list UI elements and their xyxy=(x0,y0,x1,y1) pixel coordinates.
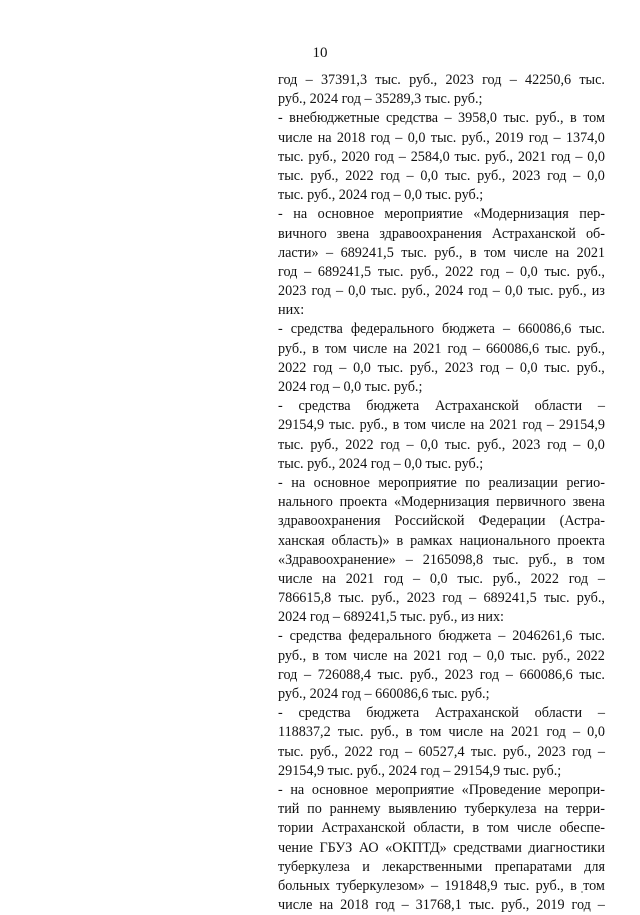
text-line: руб., 2024 год – 660086,6 тыс. руб.; xyxy=(278,686,490,702)
text-line: 786615,8 тыс. руб., 2023 год – 689241,5 тыс. руб., xyxy=(278,590,605,607)
text-line: тыс. руб., 2024 год – 0,0 тыс. руб.; xyxy=(278,187,484,204)
text-line: «Здравоохранение» – 2165098,8 тыс. руб., в том xyxy=(278,551,605,568)
text-line: - средства бюджета Астраханской области – xyxy=(278,705,605,722)
text-line: ханская область)» в рамках национального проекта xyxy=(278,532,605,549)
text-line: тыс. руб., 2024 год – 0,0 тыс. руб.; xyxy=(278,455,484,472)
text-line: 2023 год – 0,0 тыс. руб., 2024 год – 0,0 тыс. руб., из xyxy=(278,283,605,300)
text-line: год – 726088,4 тыс. руб., 2023 год – 660086,6 тыс. xyxy=(278,666,605,683)
text-line: 2024 год – 0,0 тыс. руб.; xyxy=(278,379,423,395)
text-line: руб., в том числе на 2021 год – 660086,6 тыс. руб., xyxy=(278,340,605,357)
text-line: тыс. руб., 2022 год – 0,0 тыс. руб., 2023 год – 0,0 xyxy=(278,167,605,184)
text-line: тыс. руб., 2020 год – 2584,0 тыс. руб., 2021 год – 0,0 xyxy=(278,148,605,165)
text-line: - средства федерального бюджета – 660086,6 тыс. xyxy=(278,321,605,338)
text-line: - внебюджетные средства – 3958,0 тыс. руб., в том xyxy=(278,110,605,127)
text-line: числе на 2021 год – 0,0 тыс. руб., 2022 год – xyxy=(278,570,605,587)
text-line: - на основное мероприятие «Модернизация пер- xyxy=(278,206,605,223)
text-line: 118837,2 тыс. руб., в том числе на 2021 год – 0,0 xyxy=(278,724,605,741)
text-line: вичного звена здравоохранения Астраханской об- xyxy=(278,225,605,242)
text-line: - средства федерального бюджета – 2046261,6 тыс. xyxy=(278,628,605,645)
text-line: год – 37391,3 тыс. руб., 2023 год – 42250,6 тыс. xyxy=(278,72,605,88)
text-line: - на основное мероприятие по реализации регио- xyxy=(278,474,605,491)
text-line: - средства бюджета Астраханской области – xyxy=(278,398,605,415)
page-number: 10 xyxy=(312,45,328,61)
text-line: чение ГБУЗ АО «ОКПТД» средствами диагностики xyxy=(278,839,605,856)
text-line: 29154,9 тыс. руб., в том числе на 2021 год – 29154,9 xyxy=(278,417,605,434)
text-line: них: xyxy=(278,302,305,319)
text-line: тыс. руб., 2022 год – 60527,4 тыс. руб., 2023 год – xyxy=(278,743,605,760)
text-line: числе на 2018 год – 0,0 тыс. руб., 2019 год – 1374,0 xyxy=(278,129,605,146)
text-line: 2022 год – 0,0 тыс. руб., 2023 год – 0,0 тыс. руб., xyxy=(278,359,605,376)
document-body xyxy=(278,71,605,915)
text-line: нального проекта «Модернизация первичного звена xyxy=(278,494,605,511)
text-line: - на основное мероприятие «Проведение меропри- xyxy=(278,781,605,798)
text-line: руб., в том числе на 2021 год – 0,0 тыс. руб., 2022 xyxy=(278,647,605,664)
text-line: руб., 2024 год – 35289,3 тыс. руб.; xyxy=(278,91,483,108)
text-line: тий по раннему выявлению туберкулеза на терри- xyxy=(278,801,605,818)
text-line: числе на 2018 год – 31768,1 тыс. руб., 2019 год – xyxy=(278,897,605,914)
text-line: год – 689241,5 тыс. руб., 2022 год – 0,0 тыс. руб., xyxy=(278,263,605,280)
text-line: туберкулеза и лекарственными препаратами для xyxy=(278,858,605,875)
scan-speck xyxy=(581,891,583,893)
text-line: тории Астраханской области, в том числе обеспе- xyxy=(278,820,605,837)
text-line: тыс. руб., 2022 год – 0,0 тыс. руб., 2023 год – 0,0 xyxy=(278,436,605,453)
text-line: 2024 год – 689241,5 тыс. руб., из них: xyxy=(278,609,504,626)
text-line: здравоохранения Российской Федерации (Астра- xyxy=(278,513,605,530)
text-line: больных туберкулезом» – 191848,9 тыс. руб., в том xyxy=(278,877,605,894)
text-line: ласти» – 689241,5 тыс. руб., в том числе на 2021 xyxy=(278,244,605,261)
text-line: 29154,9 тыс. руб., 2024 год – 29154,9 тыс. руб.; xyxy=(278,762,562,779)
